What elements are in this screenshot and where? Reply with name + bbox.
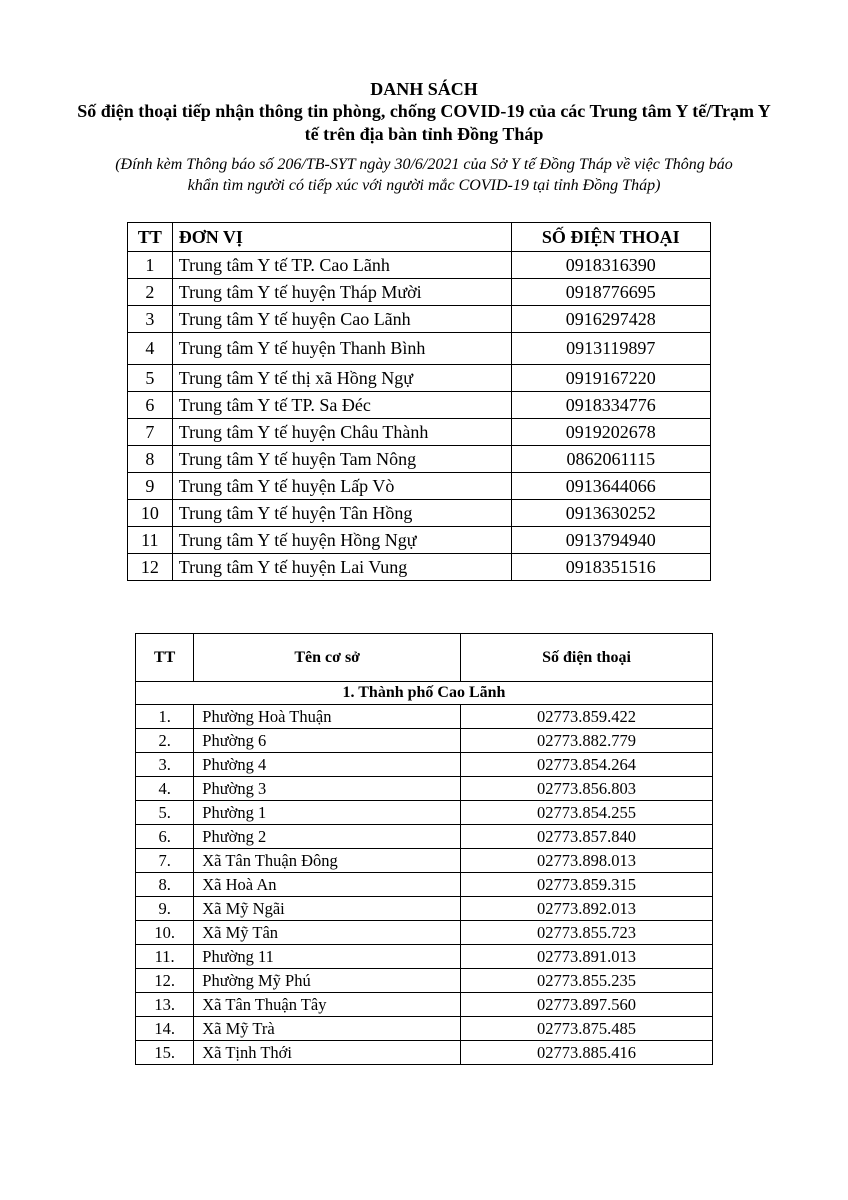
row-number: 7. (136, 849, 194, 873)
column-header-tt: TT (128, 223, 173, 252)
row-number: 6. (136, 825, 194, 849)
row-number: 3 (128, 306, 173, 333)
table-row (128, 473, 711, 500)
table-row (136, 705, 713, 729)
table-row (136, 969, 713, 993)
phone-number: 02773.892.013 (461, 897, 713, 921)
row-number: 1 (128, 252, 173, 279)
table-row (136, 849, 713, 873)
table-row (128, 365, 711, 392)
table-row (136, 921, 713, 945)
row-number: 11. (136, 945, 194, 969)
column-header-tt: TT (136, 634, 194, 682)
row-number: 8. (136, 873, 194, 897)
table-row (136, 825, 713, 849)
facility-name: Phường Hoà Thuận (194, 705, 461, 729)
row-number: 2. (136, 729, 194, 753)
phone-number: 0919167220 (511, 365, 710, 392)
phone-number: 02773.859.422 (461, 705, 713, 729)
unit-name: Trung tâm Y tế huyện Cao Lãnh (172, 306, 511, 333)
phone-number: 02773.885.416 (461, 1041, 713, 1065)
document-header (0, 78, 848, 196)
facility-name: Phường 6 (194, 729, 461, 753)
phone-number: 02773.891.013 (461, 945, 713, 969)
unit-name: Trung tâm Y tế huyện Châu Thành (172, 419, 511, 446)
phone-number: 0918776695 (511, 279, 710, 306)
table-row (136, 753, 713, 777)
phone-number: 0916297428 (511, 306, 710, 333)
facility-name: Xã Tân Thuận Tây (194, 993, 461, 1017)
group-row (136, 682, 713, 705)
table-row (128, 333, 711, 365)
row-number: 2 (128, 279, 173, 306)
row-number: 14. (136, 1017, 194, 1041)
row-number: 5. (136, 801, 194, 825)
facility-name: Xã Hoà An (194, 873, 461, 897)
phone-number: 02773.854.255 (461, 801, 713, 825)
unit-name: Trung tâm Y tế thị xã Hồng Ngự (172, 365, 511, 392)
phone-number: 02773.875.485 (461, 1017, 713, 1041)
phone-number: 02773.855.235 (461, 969, 713, 993)
table-row (136, 1017, 713, 1041)
phone-number: 02773.855.723 (461, 921, 713, 945)
unit-name: Trung tâm Y tế huyện Hồng Ngự (172, 527, 511, 554)
facility-name: Xã Mỹ Ngãi (194, 897, 461, 921)
row-number: 9 (128, 473, 173, 500)
phone-number: 0913644066 (511, 473, 710, 500)
note-text: (Đính kèm Thông báo số 206/TB-SYT ngày 30/6/2021 của Sở Y tế Đồng Tháp về việc Thông báo khẩn tìm người có tiếp xúc với người mắc COVID-19 tại tỉnh Đồng Tháp) (115, 156, 733, 194)
row-number: 4 (128, 333, 173, 365)
row-number: 12. (136, 969, 194, 993)
table-row (128, 252, 711, 279)
unit-name: Trung tâm Y tế TP. Sa Đéc (172, 392, 511, 419)
row-number: 10 (128, 500, 173, 527)
table-row (136, 993, 713, 1017)
table-row (128, 554, 711, 581)
facility-name: Phường 3 (194, 777, 461, 801)
phone-number: 0913119897 (511, 333, 710, 365)
row-number: 12 (128, 554, 173, 581)
unit-name: Trung tâm Y tế huyện Tân Hồng (172, 500, 511, 527)
phone-number: 0913630252 (511, 500, 710, 527)
table-header-row (136, 634, 713, 682)
group-heading: 1. Thành phố Cao Lãnh (136, 682, 713, 705)
column-header-phone: SỐ ĐIỆN THOẠI (511, 223, 710, 252)
table-row (128, 446, 711, 473)
phone-number: 02773.854.264 (461, 753, 713, 777)
unit-name: Trung tâm Y tế huyện Lấp Vò (172, 473, 511, 500)
phone-number: 02773.882.779 (461, 729, 713, 753)
phone-number: 0918334776 (511, 392, 710, 419)
column-header-phone: Số điện thoại (461, 634, 713, 682)
phone-number: 0913794940 (511, 527, 710, 554)
row-number: 13. (136, 993, 194, 1017)
table-row (128, 279, 711, 306)
table-header-row (128, 223, 711, 252)
phone-number: 02773.857.840 (461, 825, 713, 849)
facility-name: Phường 1 (194, 801, 461, 825)
table-row (136, 777, 713, 801)
document-note (0, 154, 848, 196)
table-row (136, 897, 713, 921)
table-row (136, 729, 713, 753)
row-number: 4. (136, 777, 194, 801)
phone-number: 0862061115 (511, 446, 710, 473)
facility-name: Xã Mỹ Trà (194, 1017, 461, 1041)
row-number: 3. (136, 753, 194, 777)
row-number: 9. (136, 897, 194, 921)
facility-name: Phường 4 (194, 753, 461, 777)
document-title: DANH SÁCH (370, 79, 478, 99)
row-number: 7 (128, 419, 173, 446)
table-row (136, 1041, 713, 1065)
row-number: 6 (128, 392, 173, 419)
row-number: 5 (128, 365, 173, 392)
row-number: 15. (136, 1041, 194, 1065)
unit-name: Trung tâm Y tế huyện Tháp Mười (172, 279, 511, 306)
table-row (136, 801, 713, 825)
table-row (128, 500, 711, 527)
health-centers-table (127, 222, 711, 581)
unit-name: Trung tâm Y tế huyện Tam Nông (172, 446, 511, 473)
row-number: 1. (136, 705, 194, 729)
table-row (136, 873, 713, 897)
facility-name: Xã Mỹ Tân (194, 921, 461, 945)
facility-name: Phường 2 (194, 825, 461, 849)
row-number: 8 (128, 446, 173, 473)
facility-name: Phường Mỹ Phú (194, 969, 461, 993)
table-row (128, 527, 711, 554)
phone-number: 02773.859.315 (461, 873, 713, 897)
phone-number: 02773.898.013 (461, 849, 713, 873)
row-number: 11 (128, 527, 173, 554)
unit-name: Trung tâm Y tế huyện Lai Vung (172, 554, 511, 581)
phone-number: 0919202678 (511, 419, 710, 446)
phone-number: 02773.897.560 (461, 993, 713, 1017)
facility-name: Phường 11 (194, 945, 461, 969)
table-row (128, 306, 711, 333)
facility-name: Xã Tân Thuận Đông (194, 849, 461, 873)
facility-name: Xã Tịnh Thới (194, 1041, 461, 1065)
table-row (136, 945, 713, 969)
column-header-unit: ĐƠN VỊ (172, 223, 511, 252)
phone-number: 0918351516 (511, 554, 710, 581)
document-subtitle: Số điện thoại tiếp nhận thông tin phòng, chống COVID-19 của các Trung tâm Y tế/Trạm Y tế trên địa bàn tỉnh Đồng Tháp (77, 101, 771, 144)
phone-number: 02773.856.803 (461, 777, 713, 801)
table-row (128, 392, 711, 419)
phone-number: 0918316390 (511, 252, 710, 279)
unit-name: Trung tâm Y tế TP. Cao Lãnh (172, 252, 511, 279)
table-row (128, 419, 711, 446)
column-header-facility: Tên cơ sở (194, 634, 461, 682)
unit-name: Trung tâm Y tế huyện Thanh Bình (172, 333, 511, 365)
row-number: 10. (136, 921, 194, 945)
cao-lanh-stations-table (135, 633, 713, 1065)
